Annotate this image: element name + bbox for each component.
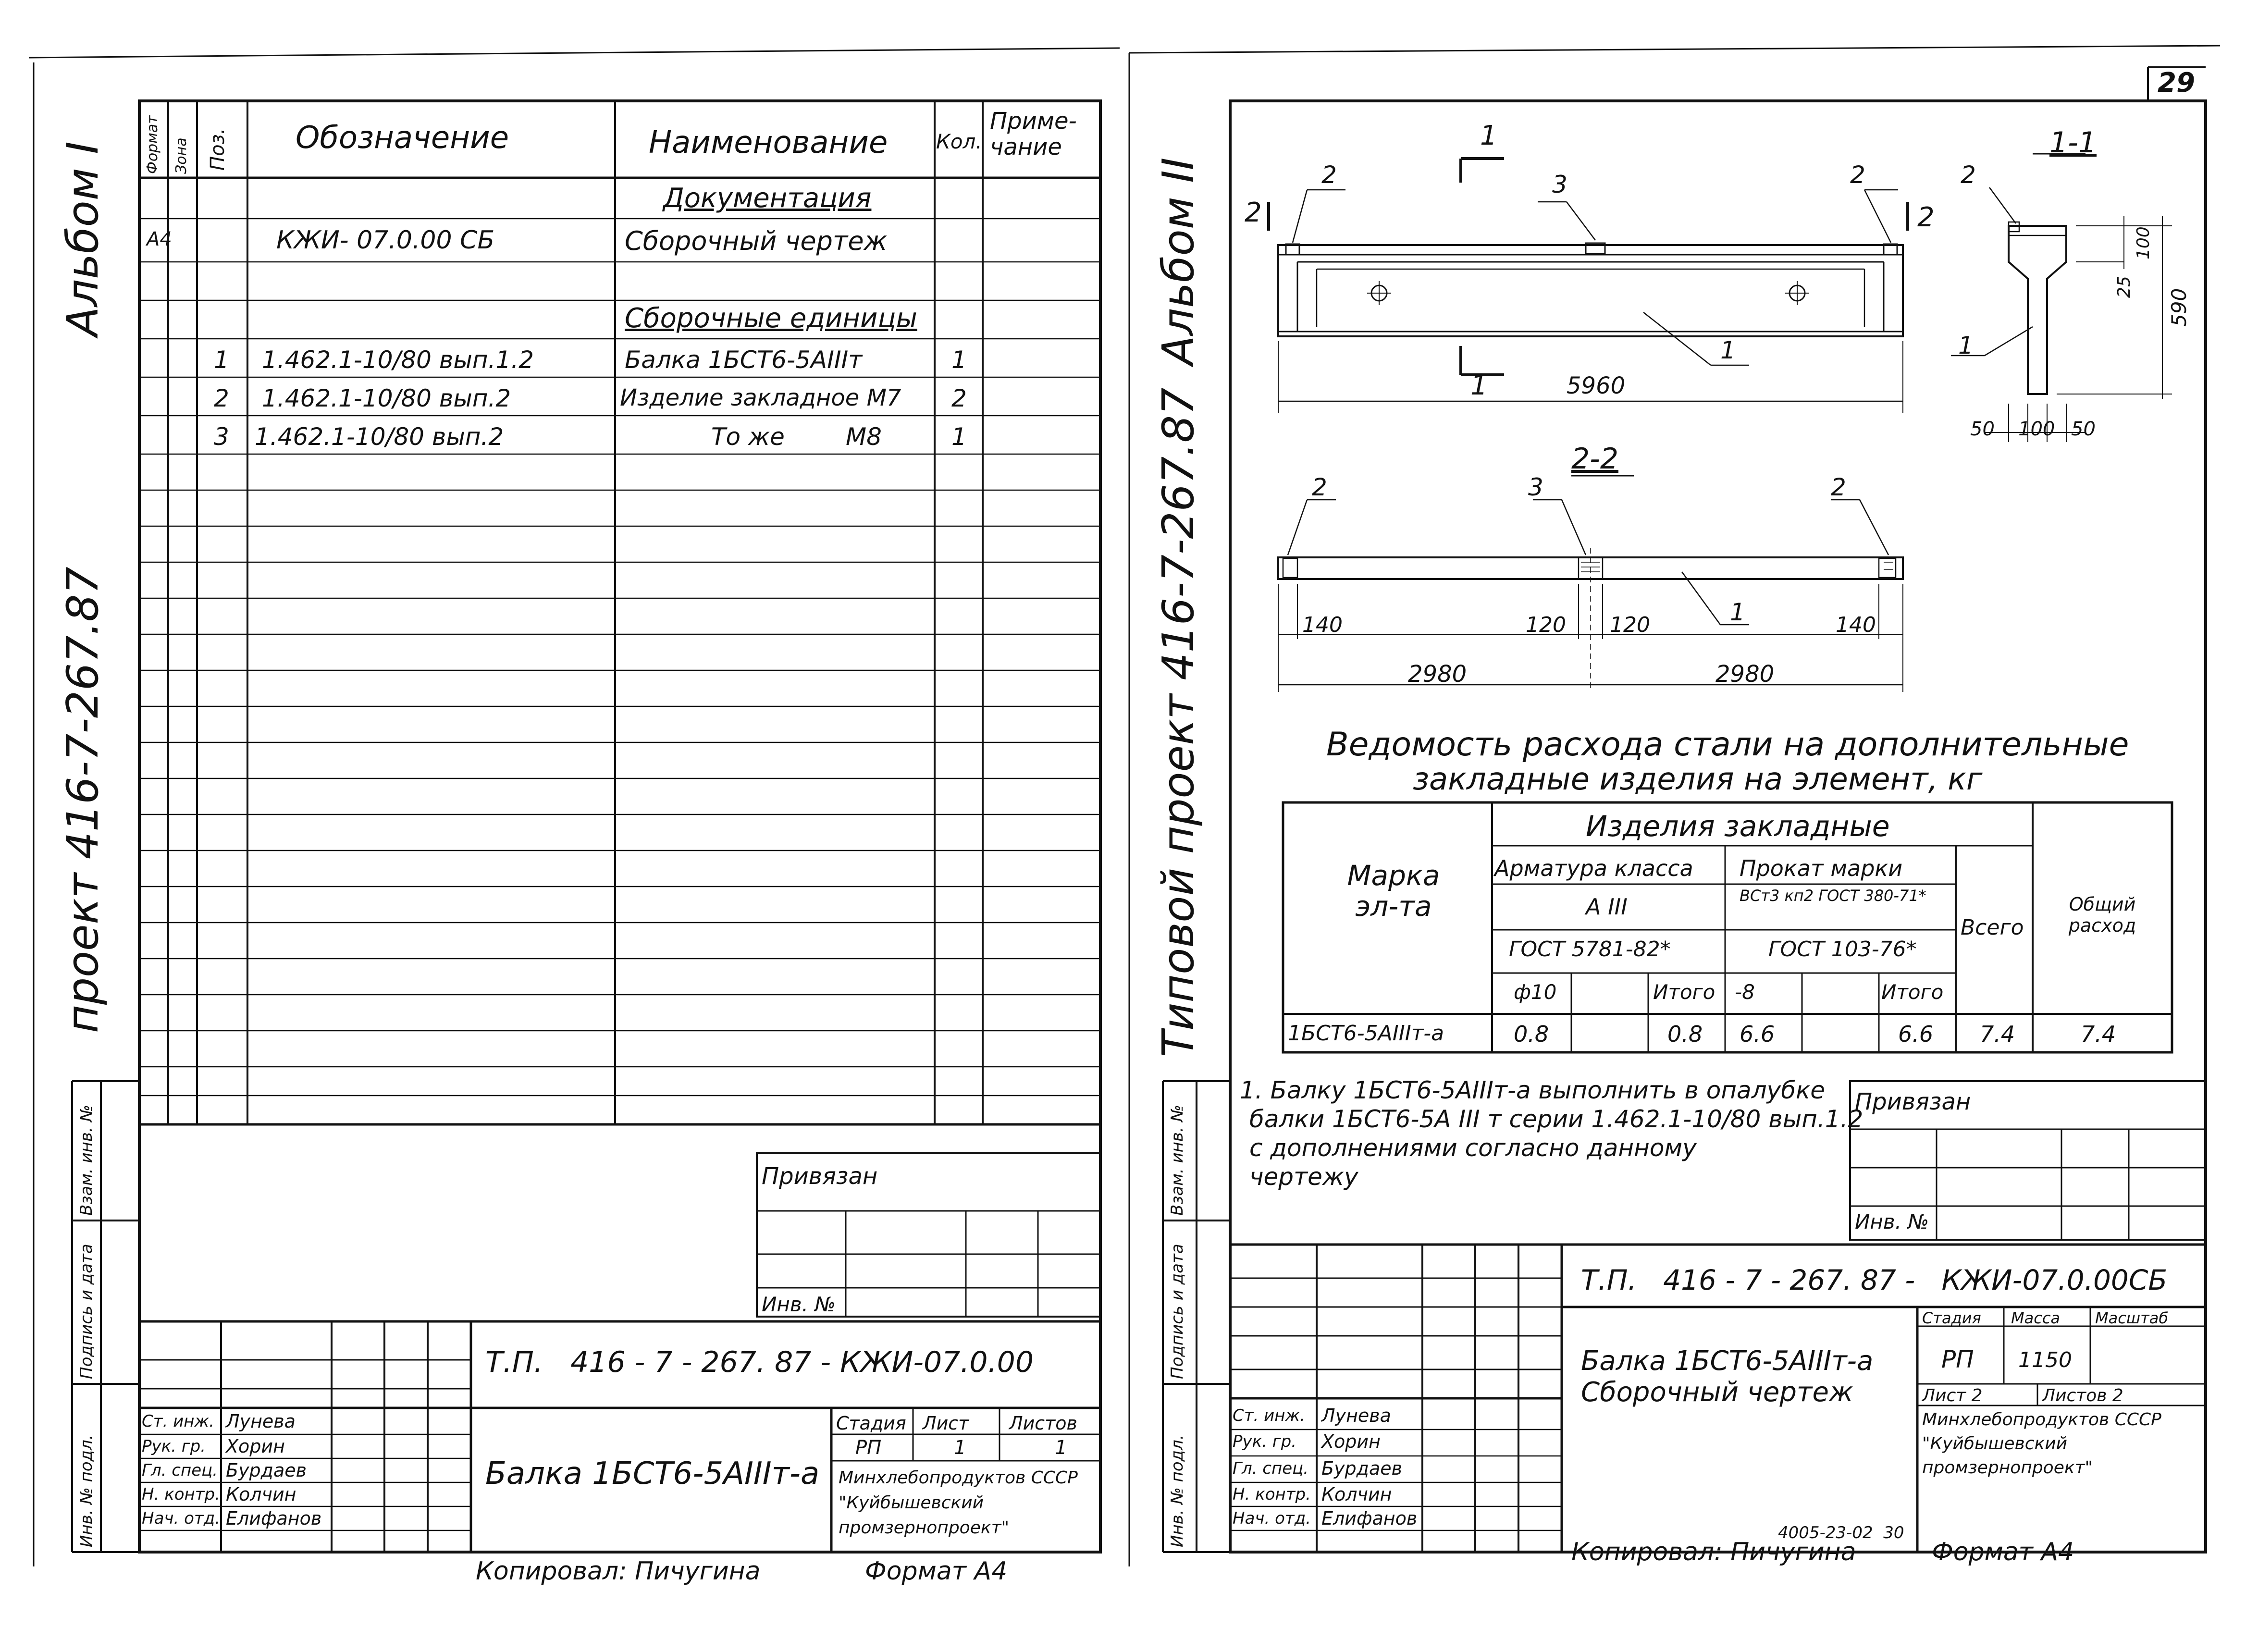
section-mark-2-right: 2 [1917,202,1935,233]
steel-row-m8: 6.6 [1740,1021,1775,1047]
row-format-a4: А4 [147,228,172,250]
right-mass: 1150 [2018,1348,2072,1372]
right-album-stamp: Альбом II [1153,157,1204,365]
section-mark-1-top: 1 [1480,120,1497,151]
right-signer-role-4: Н. контр. [1233,1485,1311,1504]
steel-prokat-h: Прокат марки [1740,855,1903,881]
left-privyazan: Привязан [762,1163,878,1190]
header-note: Приме- чание [990,108,1077,160]
sec22-pos-2-left: 2 [1312,473,1327,501]
left-signer-name-1: Лунева [226,1411,296,1432]
left-signer-role-2: Рук. гр. [142,1437,206,1456]
right-title-2: Сборочный чертеж [1581,1377,1853,1408]
sec22-dim-140a: 140 [1302,613,1343,637]
sec22-dim-2980a: 2980 [1408,661,1467,688]
header-format: Формат [144,115,161,174]
right-signer-name-1: Лунева [1321,1405,1391,1426]
elev-pos-2-left: 2 [1321,161,1337,189]
left-org: Минхлебопродуктов СССР "Куйбышевский промзернопроект" [839,1468,1078,1538]
left-sheet-h: Лист [923,1413,969,1434]
header-pos: Поз. [207,128,229,171]
sec11-dim-50b: 50 [2071,418,2096,440]
left-project-stamp: проект 416-7-267.87 [58,567,108,1033]
right-org: Минхлебопродуктов СССР "Куйбышевский промзернопроект" [1922,1410,2161,1478]
steel-row-itogo1: 0.8 [1667,1021,1703,1047]
right-doc-code: Т.П. 416 - 7 - 267. 87 - КЖИ-07.0.00СБ [1581,1264,2168,1296]
row-1-designation: 1.462.1-10/80 вып.1.2 [262,346,534,374]
left-album-stamp: Альбом I [58,141,108,336]
section-1-1 [1951,154,2172,442]
steel-arm-h: Арматура класса [1494,855,1693,881]
steel-overall-h: Общий расход [2068,894,2136,936]
steel-total-h: Всего [1961,915,2024,940]
left-sheets-h: Листов [1009,1413,1077,1434]
row-3-pos: 3 [214,423,229,451]
right-stage: РП [1941,1345,1974,1373]
right-signer-name-4: Колчин [1321,1484,1392,1505]
steel-arm-gost: ГОСТ 5781-82* [1509,937,1671,962]
right-scale-h: Масштаб [2095,1309,2169,1327]
sec11-dim-50a: 50 [1970,418,1995,440]
left-sheet [29,48,1120,1566]
steel-title-1: Ведомость расхода стали на дополнительные [1326,726,2129,764]
left-copied: Копировал: Пичугина [476,1557,761,1586]
sec22-pos-3: 3 [1528,473,1543,501]
right-project-stamp: Типовой проект 416-7-267.87 [1153,387,1204,1057]
right-signer-role-3: Гл. спец. [1233,1459,1309,1478]
row-2-qty: 2 [951,384,967,412]
left-format: Формат А4 [865,1557,1008,1586]
header-qty: Кол. [936,130,982,153]
right-side-col-sign: Подпись и дата [1168,1244,1187,1379]
right-signer-role-2: Рук. гр. [1233,1432,1297,1451]
sec11-dim-590: 590 [2167,288,2191,327]
right-mass-h: Масса [2011,1309,2061,1327]
row-2-name: Изделие закладное М7 [620,384,901,411]
right-privyazan: Привязан [1855,1088,1971,1115]
right-signer-role-5: Нач. отд. [1233,1509,1311,1528]
left-signer-name-4: Колчин [226,1484,296,1505]
right-inv-no: Инв. № [1855,1210,1929,1233]
row-3-designation: 1.462.1-10/80 вып.2 [255,423,504,451]
right-sheets-h: Листов 2 [2042,1386,2123,1405]
section-mark-1-bottom: 1 [1470,370,1488,401]
sec11-dim-100b: 100 [2018,418,2055,440]
left-side-col-vzam: Взам. инв. № [77,1105,96,1216]
sec11-dim-25: 25 [2114,276,2134,298]
steel-d10-h: ф10 [1514,980,1557,1004]
sec22-pos-2-right: 2 [1831,473,1846,501]
note-line-4: чертежу [1249,1163,1358,1191]
steel-m8-h: -8 [1735,980,1755,1004]
header-designation: Обозначение [296,120,509,156]
header-name: Наименование [649,125,888,160]
sec22-dim-2980b: 2980 [1715,661,1775,688]
row-3-qty: 1 [951,423,967,451]
sec11-pos-2: 2 [1961,161,1976,189]
steel-itogo1-h: Итого [1653,980,1715,1004]
elev-dim-length: 5960 [1567,372,1626,399]
left-signer-name-3: Бурдаев [226,1460,307,1481]
steel-items-h: Изделия закладные [1586,810,1890,843]
sec22-dim-120a: 120 [1526,613,1566,637]
row-2-designation: 1.462.1-10/80 вып.2 [262,384,511,412]
section-11-title: 1-1 [2049,126,2097,160]
steel-row-mark: 1БСТ6-5АIIIт-а [1288,1021,1444,1046]
left-sheet: 1 [954,1437,966,1459]
row-3-name: То же М8 [711,423,882,451]
left-side-col-inv: Инв. № подл. [77,1434,96,1547]
steel-row-d10: 0.8 [1514,1021,1549,1047]
left-signer-name-5: Елифанов [226,1508,322,1529]
row-assembly-designation: КЖИ- 07.0.00 СБ [276,226,495,255]
right-signer-name-2: Хорин [1321,1431,1381,1452]
steel-row-total: 7.4 [1980,1021,2015,1047]
right-signer-name-3: Бурдаев [1321,1458,1403,1479]
left-stage-h: Стадия [836,1413,906,1434]
note-line-2: балки 1БСТ6-5А III т серии 1.462.1-10/80 вып.1.2 [1249,1105,1863,1133]
page-number: 29 [2158,67,2195,99]
left-signer-role-4: Н. контр. [142,1485,220,1504]
elev-pos-1: 1 [1720,336,1736,364]
left-title: Балка 1БСТ6-5АIIIт-а [485,1456,820,1492]
row-1-name: Балка 1БСТ6-5АIIIт [625,346,863,374]
left-signer-role-5: Нач. отд. [142,1509,221,1528]
section-22-title: 2-2 [1571,442,1618,476]
left-signer-role-1: Ст. инж. [142,1412,214,1431]
section-mark-2-left: 2 [1245,197,1262,228]
steel-row-overall: 7.4 [2081,1021,2116,1047]
steel-title-2: закладные изделия на элемент, кг [1413,762,1983,797]
note-line-1: 1. Балку 1БСТ6-5АIIIт-а выполнить в опалубке [1240,1076,1826,1104]
left-side-col-sign: Подпись и дата [77,1244,96,1379]
left-doc-code: Т.П. 416 - 7 - 267. 87 - КЖИ-07.0.00 [485,1345,1034,1379]
right-side-col-inv: Инв. № подл. [1168,1434,1187,1547]
right-stage-h: Стадия [1922,1309,1981,1327]
right-title-1: Балка 1БСТ6-5АIIIт-а [1581,1345,1874,1377]
steel-arm-class: А III [1586,894,1628,920]
sec22-dim-120b: 120 [1610,613,1650,637]
note-line-3: с дополнениями согласно данному [1249,1134,1697,1162]
sec11-dim-100: 100 [2134,226,2153,259]
steel-mark-h: Марка эл-та [1347,859,1440,923]
row-units-name: Сборочные единицы [625,303,917,334]
header-zone: Зона [173,137,190,174]
row-documentation-name: Документация [663,183,872,214]
left-signer-role-3: Гл. спец. [142,1461,218,1480]
right-signer-name-5: Елифанов [1321,1508,1418,1529]
left-stage: РП [855,1437,882,1459]
section-2-2 [1278,476,1903,692]
left-inv-no: Инв. № [762,1293,836,1316]
right-side-col-vzam: Взам. инв. № [1168,1105,1187,1216]
elev-pos-2-right: 2 [1850,161,1865,189]
right-sheet-h: Лист 2 [1922,1386,1983,1405]
sec22-dim-140b: 140 [1836,613,1876,637]
sec22-pos-1: 1 [1730,598,1745,626]
steel-prokat-mark: ВСт3 кп2 ГОСТ 380-71* [1740,887,1926,905]
right-copied: Копировал: Пичугина [1571,1538,1856,1566]
row-1-qty: 1 [951,346,967,374]
steel-itogo2-h: Итого [1881,980,1944,1004]
elev-pos-3: 3 [1552,171,1567,198]
right-sheet [1129,46,2220,1566]
sec11-pos-1: 1 [1958,332,1974,359]
left-signer-name-2: Хорин [226,1436,285,1457]
row-1-pos: 1 [214,346,229,374]
right-signer-role-1: Ст. инж. [1233,1406,1305,1425]
row-2-pos: 2 [214,384,229,412]
left-sheets: 1 [1055,1437,1067,1459]
right-format: Формат А4 [1932,1538,2074,1566]
steel-prokat-gost: ГОСТ 103-76* [1768,937,1917,962]
row-assembly-name: Сборочный чертеж [625,226,888,256]
steel-row-itogo2: 6.6 [1898,1021,1934,1047]
right-archive-no: 4005-23-02 30 [1778,1523,1904,1542]
